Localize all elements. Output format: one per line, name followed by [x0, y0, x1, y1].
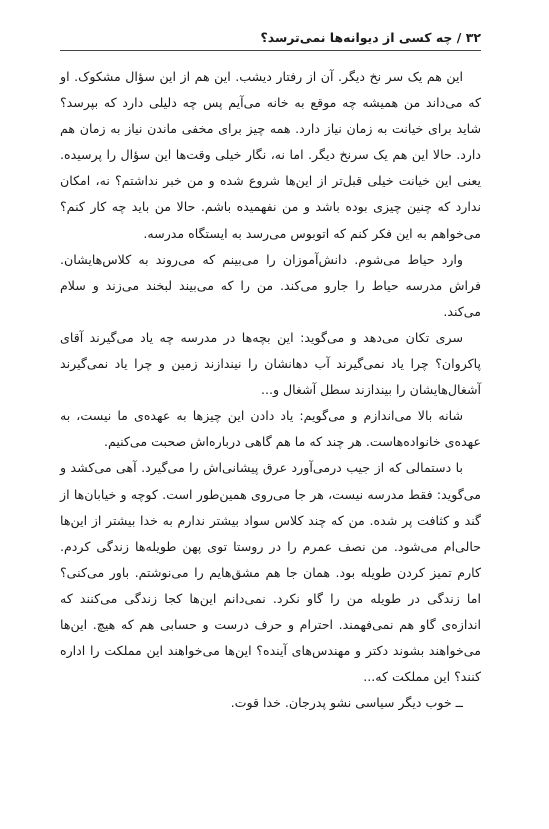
- paragraph: سری تکان می‌دهد و می‌گوید: این بچه‌ها در مدرسه چه یاد می‌گیرند آقای پاکروان؟ چرا یاد نمی‌گیرند آب دهانشان را نیندازند زمین و چرا یاد نمی‌گیرند آشغال‌هایشان را بیندازند سطل آشغال و...: [60, 329, 481, 398]
- page-number: ۳۲: [465, 30, 481, 45]
- paragraph: این هم یک سر نخ دیگر. آن از رفتار دیشب. این هم از این سؤال مشکوک. او که می‌داند من همیشه چه موقع به خانه می‌آیم پس چه دلیلی دارد که بپرسد؟ شاید برای خیانت به زمان نیاز دارد. همه چیز برای مخفی ماندن نیاز به زمان هم دارد. حالا این هم یک سرنخ دیگر. اما نه، نگار خیلی وقت‌ها این سؤال را پرسیده. یعنی این خیانت خیلی قبل‌تر از این‌ها شروع شده و من خبر نداشتم؟ نه، امکان ندارد که چنین چیزی بوده باشد و من نفهمیده باشم. حالا من باید چه کار کنم؟ می‌خواهم به این فکر کنم که اتوبوس می‌رسد به ایستگاه مدرسه.: [60, 69, 481, 241]
- paragraph: ــ خوب دیگر سیاسی نشو پدرجان. خدا قوت.: [230, 695, 463, 711]
- running-title: چه کسی از دیوانه‌ها نمی‌ترسد؟: [260, 30, 453, 45]
- header-rule: [60, 50, 481, 51]
- header-separator: /: [456, 30, 462, 45]
- page-header: [60, 30, 481, 45]
- paragraph: شانه بالا می‌اندازم و می‌گویم: یاد دادن این چیزها به عهده‌ی ما نیست، به عهده‌ی خانواده‌هاست. هر چند که ما هم گاهی درباره‌اش صحبت می‌کنیم.: [60, 408, 481, 450]
- paragraph: وارد حیاط می‌شوم. دانش‌آموزان را می‌بینم که می‌روند به کلاس‌هایشان. فراش مدرسه حیاط را جارو می‌کند. من را که می‌بیند لبخند می‌زند و سلام می‌کند.: [60, 251, 481, 319]
- paragraph: با دستمالی که از جیب درمی‌آورد عرق پیشانی‌اش را می‌گیرد. آهی می‌کشد و می‌گوید: فقط مدرسه نیست، هر جا می‌روی همین‌طور است. کوچه و خیابان‌ها از گند و کثافت پر شده. من که چند کلاس سواد بیشتر ندارم به خدا بیشتر از این‌ها حالی‌ام می‌شود. من نصف عمرم را در روستا توی پهن طویله‌ها زندگی کردم. کارم تمیز کردن طویله بود. همان جا هم مشق‌هایم را می‌نوشتم. باور می‌کنی؟ اما زندگی در طویله من را گاو نکرد. نمی‌دانم این‌ها کجا زندگی می‌کنند که اندازه‌ی گاو هم نمی‌فهمند. احترام و حرف درست و حسابی هم که هیچ. این‌ها می‌خواهند بشوند دکتر و مهندس‌های آینده؟ این‌ها می‌خواهند این مملکت را اداره کنند؟ این مملکت که...: [60, 460, 481, 685]
- body-text: [60, 64, 481, 716]
